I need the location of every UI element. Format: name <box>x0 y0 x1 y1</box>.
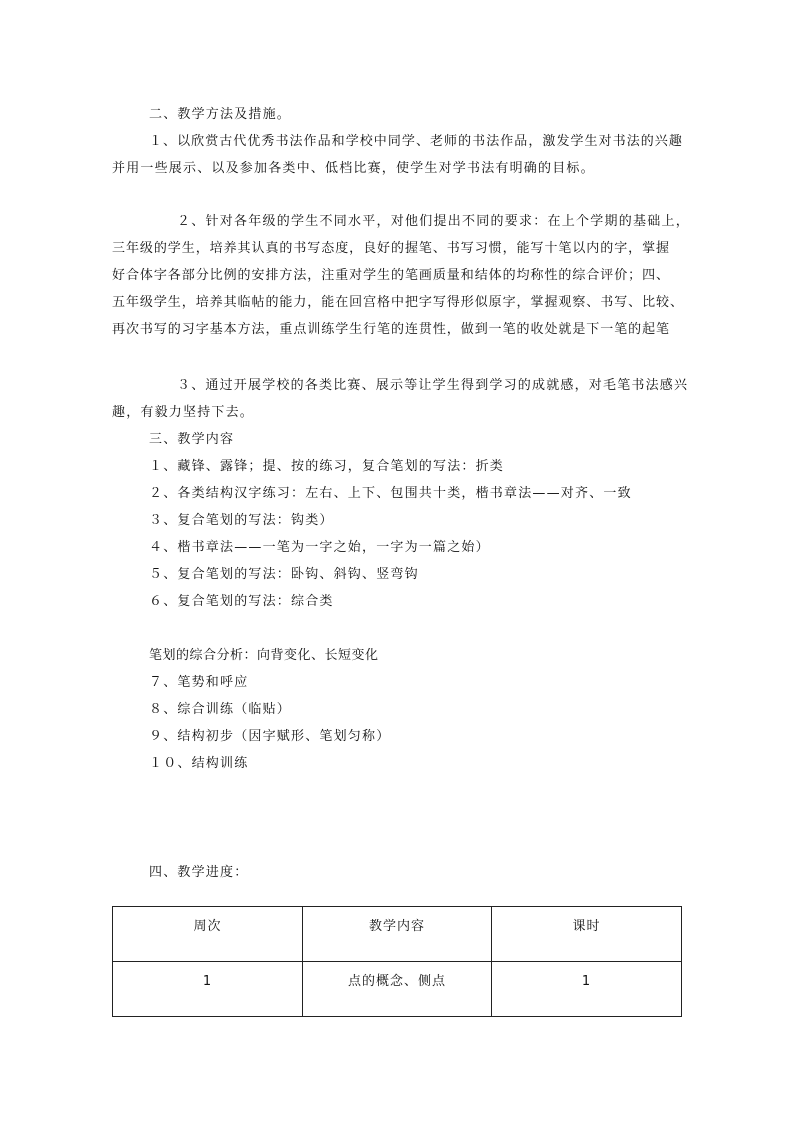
stroke-analysis: 笔划的综合分析：向背变化、长短变化 <box>149 648 379 663</box>
item-3-line-1: ３、通过开展学校的各类比赛、展示等让学生得到学习的成就感，对毛笔书法感兴 <box>177 378 689 393</box>
content-item-9: ９、结构初步（因字赋形、笔划匀称） <box>149 729 391 744</box>
item-1-line-2: 并用一些展示、以及参加各类中、低档比赛，使学生对学书法有明确的目标。 <box>112 161 595 176</box>
schedule-table <box>112 906 682 1017</box>
content-item-1: １、藏锋、露锋；提、按的练习，复合笔划的写法：折类 <box>149 459 505 474</box>
table-header-row <box>113 907 682 962</box>
content-item-7: ７、笔势和呼应 <box>149 675 249 690</box>
content-item-4: ４、楷书章法——一笔为一字之始，一字为一篇之始） <box>149 540 490 555</box>
content-item-5: ５、复合笔划的写法：卧钩、斜钩、竖弯钩 <box>149 567 419 582</box>
header-content: 教学内容 <box>303 907 492 962</box>
item-2-line-1: ２、针对各年级的学生不同水平，对他们提出不同的要求：在上个学期的基础上， <box>177 214 691 229</box>
cell-week: 1 <box>113 962 303 1017</box>
item-2-line-2: 三年级的学生，培养其认真的书写态度，良好的握笔、书写习惯，能写十笔以内的字，掌握 <box>112 241 671 256</box>
cell-hours: 1 <box>492 962 682 1017</box>
table-row <box>113 962 682 1017</box>
header-week: 周次 <box>113 907 303 962</box>
item-2-line-4: 五年级学生，培养其临帖的能力，能在回宫格中把字写得形似原字，掌握观察、书写、比较、 <box>112 295 684 310</box>
item-2-line-3: 好合体字各部分比例的安排方法，注重对学生的笔画质量和结体的均称性的综合评价；四、 <box>112 268 671 283</box>
item-3-line-2: 趣，有毅力坚持下去。 <box>112 405 255 420</box>
section-3-heading: 三、教学内容 <box>149 432 235 447</box>
item-1-line-1: １、以欣赏古代优秀书法作品和学校中同学、老师的书法作品，激发学生对书法的兴趣 <box>149 134 683 149</box>
cell-content: 点的概念、侧点 <box>303 962 492 1017</box>
content-item-8: ８、综合训练（临贴） <box>149 702 292 717</box>
content-item-3: ３、复合笔划的写法：钩类） <box>149 513 334 528</box>
content-item-10: １０、结构训练 <box>149 756 249 771</box>
content-item-6: ６、复合笔划的写法：综合类 <box>149 594 334 609</box>
item-2-line-5: 再次书写的习字基本方法，重点训练学生行笔的连贯性，做到一笔的收处就是下一笔的起笔 <box>112 322 671 337</box>
content-item-2: ２、各类结构汉字练习：左右、上下、包围共十类，楷书章法——对齐、一致 <box>149 486 632 501</box>
section-2-heading: 二、教学方法及措施。 <box>149 107 292 122</box>
section-4-heading: 四、教学进度： <box>149 865 249 880</box>
header-hours: 课时 <box>492 907 682 962</box>
